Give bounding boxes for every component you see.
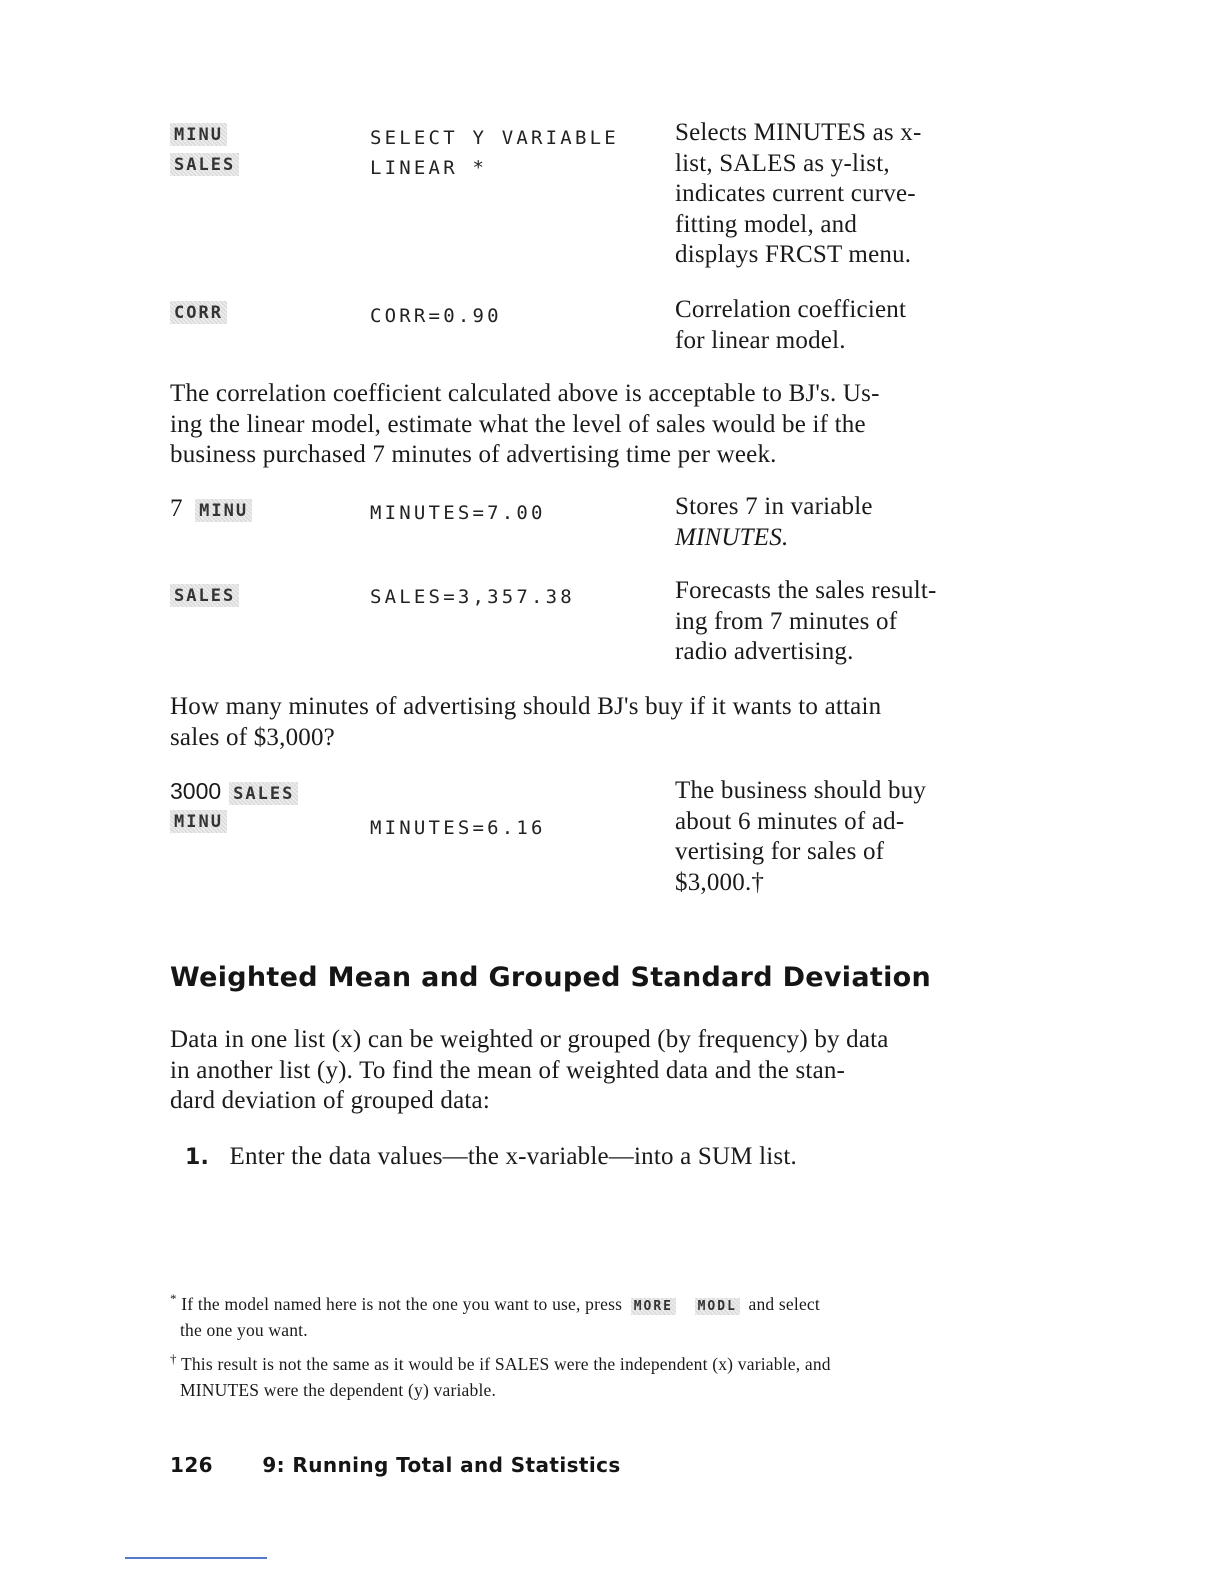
minu-key[interactable]: MINU (170, 810, 227, 833)
paragraph-line: ing the linear model, estimate what the level of sales would be if the (170, 410, 866, 438)
paragraph-line: How many minutes of advertising should BJ's buy if it wants to attain (170, 693, 882, 720)
footnote-mark: † (170, 1351, 177, 1366)
display-3 (370, 498, 546, 528)
key-prefix: 3000 (170, 778, 222, 804)
paragraph-3 (170, 1025, 965, 1117)
description-line: Forecasts the sales result- (675, 577, 937, 604)
description-1 (675, 118, 975, 271)
description-line: $3,000.† (675, 868, 765, 896)
more-key[interactable]: MORE (631, 1298, 676, 1315)
description-line: MINUTES. (675, 523, 789, 551)
paragraph-2 (170, 692, 965, 753)
sales-key[interactable]: SALES (170, 153, 239, 176)
description-3 (675, 492, 975, 553)
footnote-text: the one you want. (180, 1319, 308, 1340)
footnote-text: and select (748, 1293, 820, 1314)
description-line: radio advertising. (675, 638, 854, 665)
display-line: SALES=3,357.38 (370, 586, 575, 608)
description-line: displays FRCST menu. (675, 241, 912, 268)
footnote-text: This result is not the same as it would be if SALES were the independent (x) variable, and (180, 1353, 831, 1374)
footnote-mark: * (170, 1291, 177, 1306)
display-5 (370, 813, 546, 843)
key-sequence-2 (170, 301, 227, 324)
paragraph-line: dard deviation of grouped data: (170, 1087, 490, 1114)
display-line: SELECT Y VARIABLE (370, 127, 619, 149)
step-text: Enter the data values—the x-variable—into a SUM list. (229, 1143, 797, 1170)
description-line: vertising for sales of (675, 838, 885, 865)
chapter-title: 9: Running Total and Statistics (262, 1453, 621, 1477)
description-5 (675, 776, 975, 898)
key-sequence-4 (170, 584, 239, 607)
footnote-star (170, 1286, 965, 1343)
footnote-dagger (170, 1346, 965, 1403)
display-line: CORR=0.90 (370, 305, 502, 327)
section-heading: Weighted Mean and Grouped Standard Deviation (170, 962, 931, 993)
description-4 (675, 576, 975, 668)
sales-key[interactable]: SALES (229, 782, 298, 805)
description-line: The business should buy (675, 777, 927, 804)
description-line: about 6 minutes of ad- (675, 807, 905, 835)
description-line: indicates current curve- (675, 180, 916, 207)
paragraph-line: The correlation coefficient calculated above is acceptable to BJ's. Us- (170, 380, 880, 407)
key-sequence-5 (170, 778, 298, 840)
key-sequence-3 (170, 494, 252, 525)
corr-key[interactable]: CORR (170, 301, 227, 324)
description-line: ing from 7 minutes of (675, 607, 898, 635)
page-footer (170, 1453, 621, 1477)
scan-edge-rule (125, 1557, 267, 1559)
paragraph-1 (170, 379, 965, 471)
display-2 (370, 301, 502, 331)
paragraph-line: sales of $3,000? (170, 723, 335, 751)
key-sequence-1 (170, 123, 239, 183)
paragraph-line: Data in one list (x) can be weighted or grouped (by frequency) by data (170, 1026, 889, 1053)
description-line: Selects MINUTES as x- (675, 119, 922, 146)
description-line: for linear model. (675, 326, 846, 354)
description-line: list, SALES as y-list, (675, 149, 890, 177)
display-4 (370, 582, 575, 612)
description-line: Correlation coefficient (675, 296, 907, 323)
minu-key[interactable]: MINU (170, 123, 227, 146)
display-line: MINUTES=6.16 (370, 817, 546, 839)
sales-key[interactable]: SALES (170, 584, 239, 607)
paragraph-line: business purchased 7 minutes of advertising time per week. (170, 441, 777, 468)
step-1 (185, 1142, 797, 1174)
paragraph-line: in another list (y). To find the mean of weighted data and the stan- (170, 1056, 846, 1084)
page-number: 126 (170, 1453, 213, 1477)
description-line: fitting model, and (675, 210, 858, 238)
key-prefix: 7 (170, 495, 183, 522)
footnote-text: If the model named here is not the one you want to use, press (181, 1293, 623, 1314)
display-line: LINEAR * (370, 157, 488, 179)
display-1 (370, 123, 619, 183)
footnote-text: MINUTES were the dependent (y) variable. (180, 1379, 497, 1400)
minu-key[interactable]: MINU (195, 499, 252, 522)
step-number: 1. (185, 1145, 210, 1170)
modl-key[interactable]: MODL (695, 1298, 740, 1315)
description-2 (675, 295, 975, 356)
display-line: MINUTES=7.00 (370, 502, 546, 524)
description-line: Stores 7 in variable (675, 493, 873, 520)
